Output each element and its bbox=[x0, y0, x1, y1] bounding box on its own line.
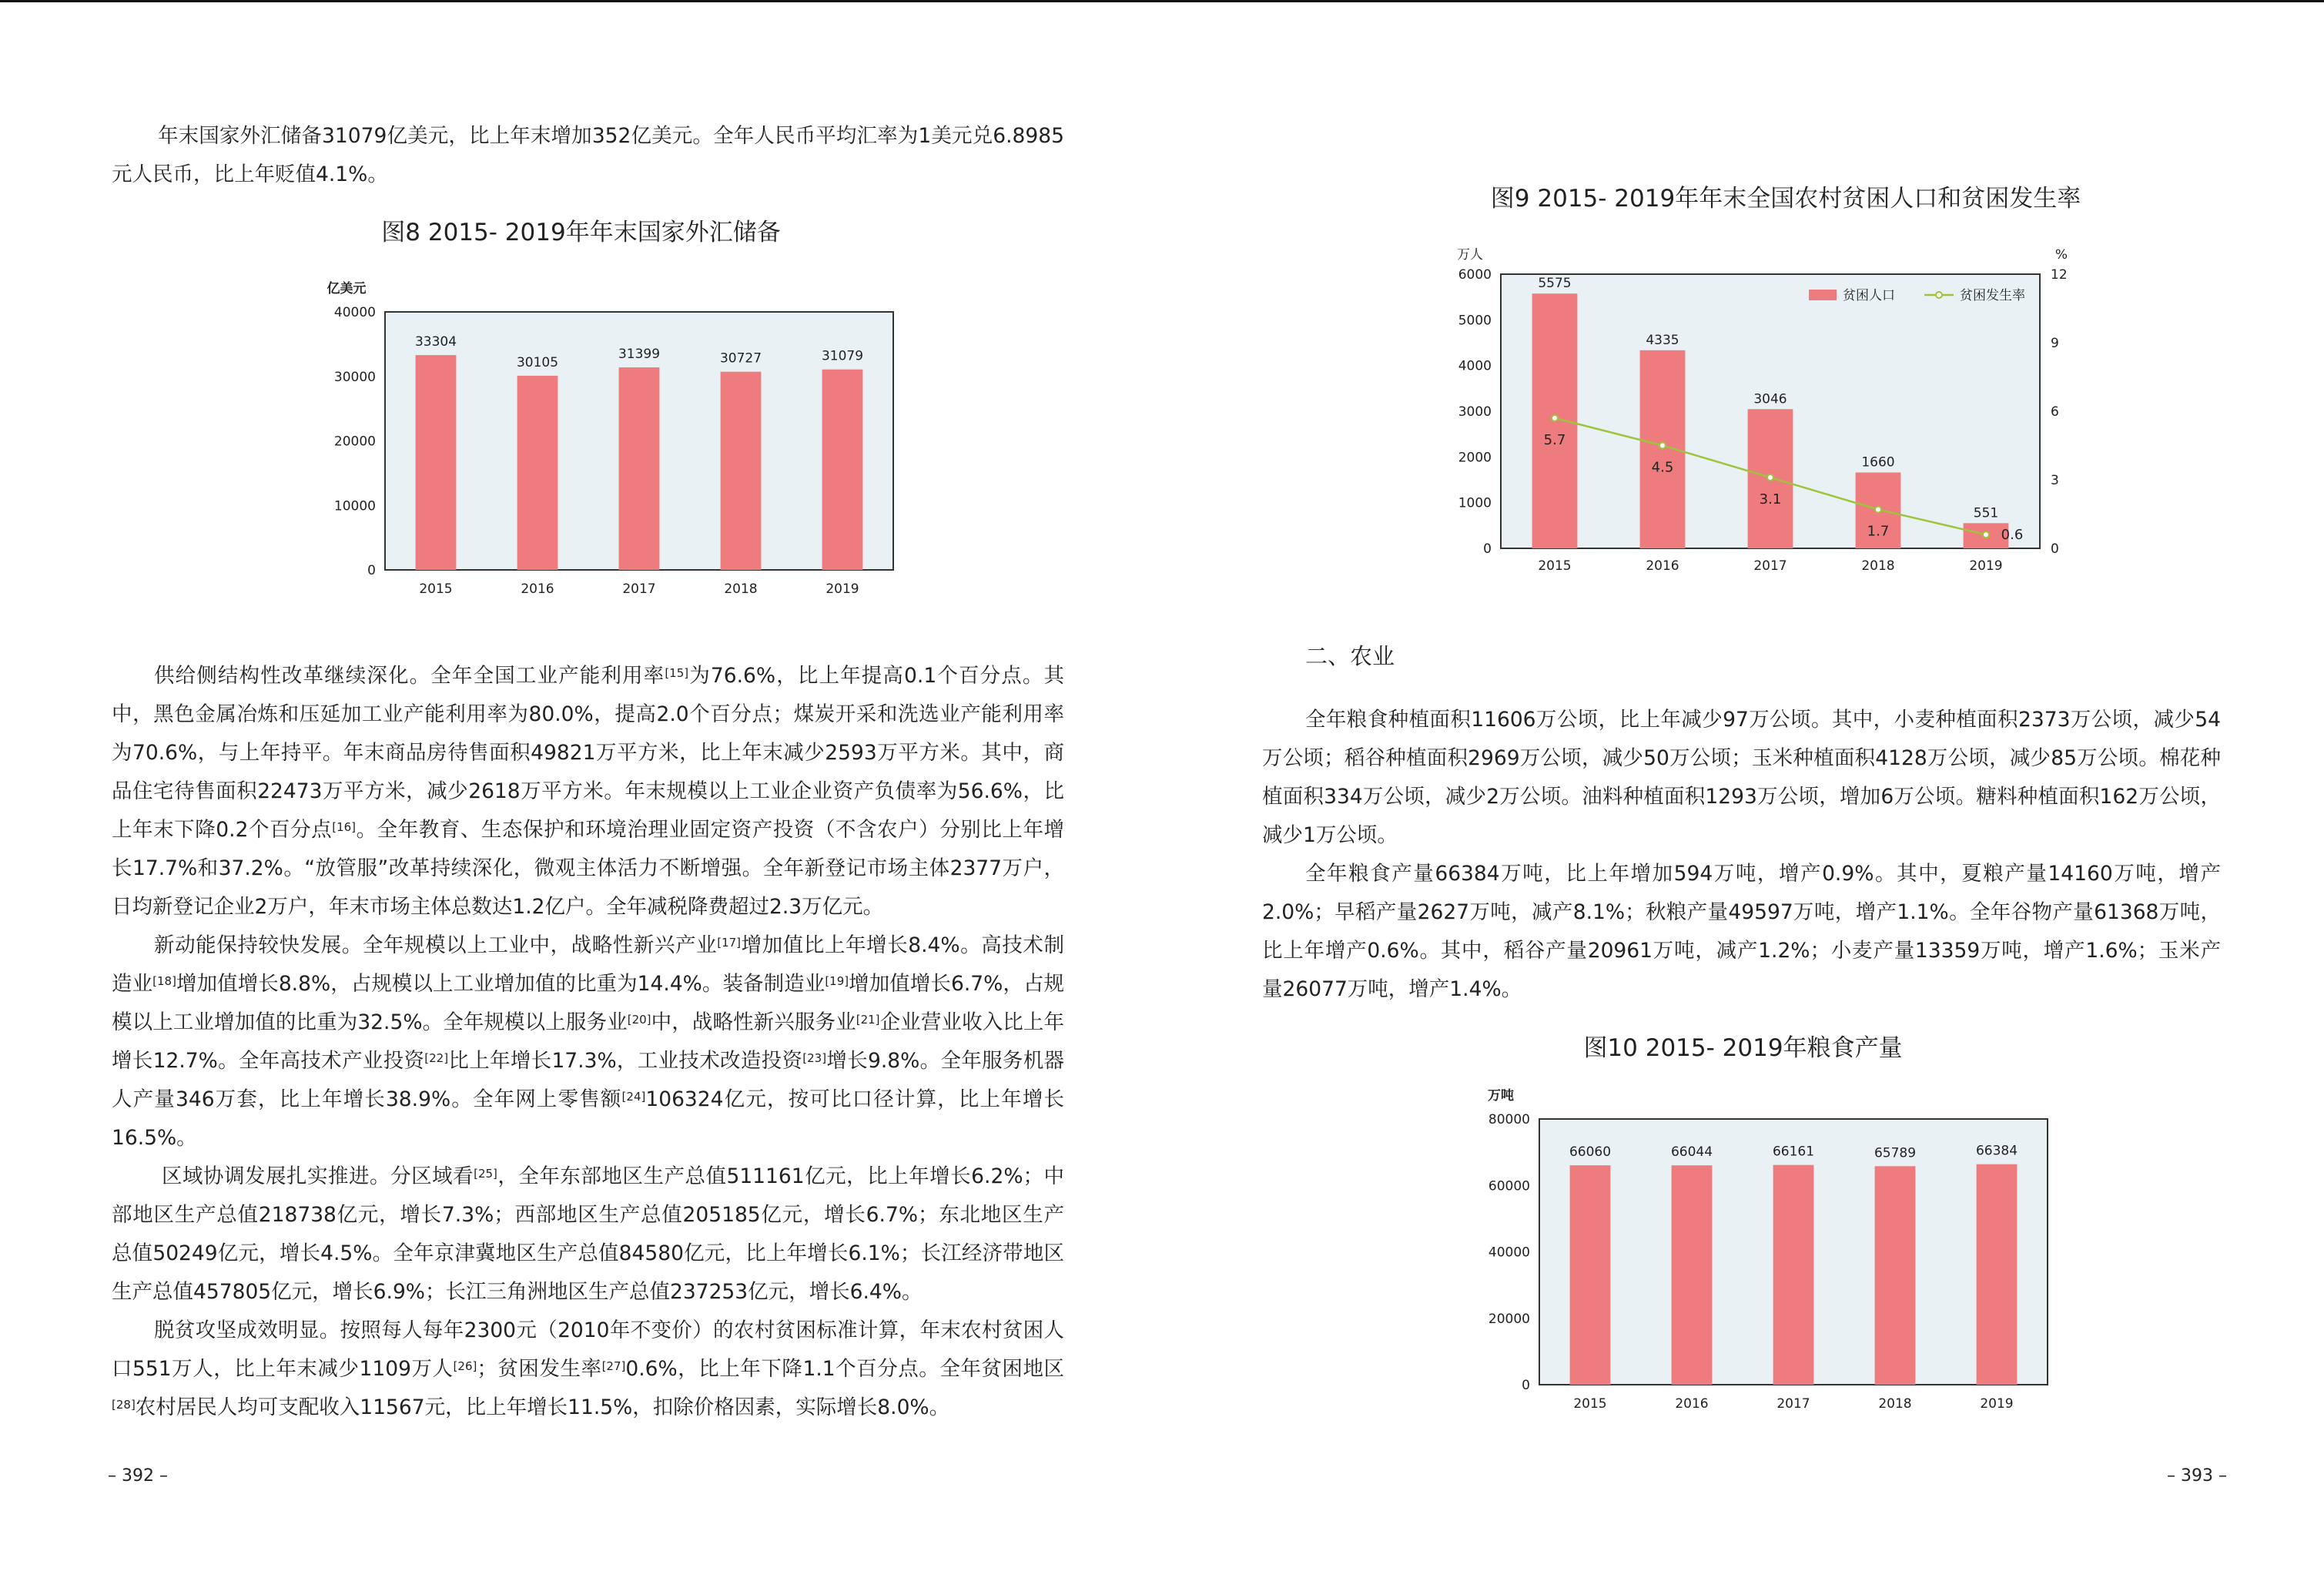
x-tick-label: 2017 bbox=[1753, 558, 1787, 574]
x-tick-label: 2017 bbox=[1776, 1396, 1810, 1412]
bar-value-label: 30105 bbox=[516, 354, 559, 370]
y-tick-label: 10000 bbox=[333, 498, 376, 514]
rate-value-label: 1.7 bbox=[1867, 523, 1890, 540]
y-left-tick-label: 4000 bbox=[1458, 358, 1492, 374]
paragraph-sown-area: 全年粮食种植面积11606万公顷，比上年减少97万公顷。其中，小麦种植面积2373万公顷，减少54万公顷；稻谷种植面积2969万公顷，减少50万公顷；玉米种植面积4128万公顷，减少85万公顷。棉花种植面积334万公顷，减少2万公顷。油料种植面积1293万公顷，增加6万公顷。糖料种植面积162万公顷，减少1万公顷。 bbox=[1262, 708, 2221, 847]
bar bbox=[1977, 1164, 2018, 1385]
bar-value-label: 551 bbox=[1973, 505, 1999, 521]
paragraph-grain-output: 全年粮食产量66384万吨，比上年增加594万吨，增产0.9%。其中，夏粮产量14160万吨，增产2.0%；早稻产量2627万吨，减产8.1%；秋粮产量49597万吨，增产1.1%。全年谷物产量61368万吨，比上年增产0.6%。其中，稻谷产量20961万吨，减产1.2%；小麦产量13359万吨，增产1.6%；玉米产量26077万吨，增产1.4%。 bbox=[1262, 862, 2221, 1001]
paragraph-forex-reserves: 年末国家外汇储备31079亿美元，比上年末增加352亿美元。全年人民币平均汇率为1美元兑6.8985元人民币，比上年贬值4.1%。 bbox=[112, 124, 1064, 186]
bar-value-label: 66161 bbox=[1772, 1144, 1815, 1160]
figure-9-title: 图9 2015- 2019年年末全国农村贫困人口和贫困发生率 bbox=[1490, 185, 2081, 213]
bar-value-label: 33304 bbox=[414, 334, 457, 350]
y-tick-label: 20000 bbox=[1488, 1311, 1530, 1327]
legend-swatch-bar bbox=[1809, 290, 1837, 300]
chart-grain-output bbox=[1439, 1084, 2055, 1415]
bar bbox=[517, 376, 558, 570]
page-393 bbox=[1162, 0, 2324, 1588]
legend-swatch-marker bbox=[1936, 292, 1942, 298]
rate-value-label: 3.1 bbox=[1759, 491, 1782, 508]
y-right-tick-label: 0 bbox=[2051, 541, 2059, 557]
paragraph-supply-side-reform: 供给侧结构性改革继续深化。全年全国工业产能利用率[15]为76.6%，比上年提高0.1个百分点。其中，黑色金属冶炼和压延加工业产能利用率为80.0%，提高2.0个百分点；煤炭开采和洗选业产能利用率为70.6%，与上年持平。年末商品房待售面积49821万平方米，比上年末减少2593万平方米。其中，商品住宅待售面积22473万平方米，减少2618万平方米。年末规模以上工业企业资产负债率为56.6%，比上年末下降0.2个百分点[16]。全年教育、生态保护和环境治理业固定资产投资（不含农户）分别比上年增长17.7%和37.2%。“放管服”改革持续深化，微观主体活力不断增强。全年新登记市场主体2377万户，日均新登记企业2万户，年末市场主体总数达1.2亿户。全年减税降费超过2.3万亿元。 bbox=[112, 664, 1065, 919]
y-left-tick-label: 2000 bbox=[1458, 450, 1492, 466]
y-tick-label: 20000 bbox=[333, 434, 376, 450]
y-axis-left-unit-label: 万人 bbox=[1457, 247, 1483, 263]
bar-value-label: 30727 bbox=[719, 350, 762, 367]
x-tick-label: 2016 bbox=[1646, 558, 1679, 574]
bar-value-label: 65789 bbox=[1874, 1145, 1917, 1161]
bar bbox=[1570, 1165, 1611, 1385]
x-tick-label: 2016 bbox=[1675, 1396, 1709, 1412]
y-tick-label: 30000 bbox=[333, 369, 376, 385]
x-tick-label: 2018 bbox=[724, 581, 758, 597]
bar-value-label: 3046 bbox=[1753, 391, 1787, 407]
figure-10-title: 图10 2015- 2019年粮食产量 bbox=[1583, 1034, 1903, 1062]
rate-value-label: 4.5 bbox=[1651, 459, 1674, 476]
rate-point bbox=[1875, 507, 1881, 513]
x-tick-label: 2019 bbox=[1969, 558, 2003, 574]
y-axis-unit-label: 亿美元 bbox=[326, 281, 367, 296]
y-left-tick-label: 0 bbox=[1483, 541, 1492, 557]
bar-value-label: 4335 bbox=[1646, 332, 1679, 348]
x-tick-label: 2019 bbox=[1980, 1396, 2014, 1412]
y-left-tick-label: 1000 bbox=[1458, 495, 1492, 511]
bar-value-label: 66044 bbox=[1670, 1144, 1713, 1161]
bar bbox=[1672, 1165, 1713, 1385]
x-tick-label: 2018 bbox=[1861, 558, 1895, 574]
paragraph-regional-development: 区域协调发展扎实推进。分区域看[25]，全年东部地区生产总值511161亿元，比上年增长6.2%；中部地区生产总值218738亿元，增长7.3%；西部地区生产总值205185亿元，增长6.7%；东北地区生产总值50249亿元，增长4.5%。全年京津冀地区生产总值84580亿元，比上年增长6.1%；长江经济带地区生产总值457805亿元，增长6.9%；长江三角洲地区生产总值237253亿元，增长6.4%。 bbox=[112, 1164, 1065, 1304]
bar bbox=[619, 367, 660, 570]
x-tick-label: 2015 bbox=[1573, 1396, 1607, 1412]
y-tick-label: 0 bbox=[367, 563, 376, 578]
x-tick-label: 2016 bbox=[521, 581, 554, 597]
bar bbox=[721, 372, 762, 570]
x-tick-label: 2015 bbox=[419, 581, 453, 597]
section-heading-agriculture: 二、农业 bbox=[1305, 643, 1395, 669]
rate-point bbox=[1659, 443, 1666, 449]
page-number-left: – 392 – bbox=[108, 1466, 168, 1486]
bar bbox=[1875, 1166, 1916, 1385]
chart-rural-poverty bbox=[1432, 242, 2125, 581]
legend-label-poverty-rate: 贫困发生率 bbox=[1960, 288, 2025, 303]
figure-8-title: 图8 2015- 2019年年末国家外汇储备 bbox=[381, 219, 781, 246]
y-left-tick-label: 6000 bbox=[1458, 267, 1492, 283]
x-tick-label: 2019 bbox=[825, 581, 859, 597]
bar-value-label: 66060 bbox=[1569, 1144, 1612, 1161]
y-tick-label: 0 bbox=[1522, 1378, 1530, 1393]
bar-value-label: 31399 bbox=[618, 347, 661, 363]
chart-forex-reserves bbox=[285, 277, 901, 608]
y-right-tick-label: 9 bbox=[2051, 336, 2059, 351]
y-tick-label: 40000 bbox=[1488, 1245, 1530, 1261]
rate-point bbox=[1552, 415, 1558, 421]
paragraph-new-drivers: 新动能保持较快发展。全年规模以上工业中，战略性新兴产业[17]增加值比上年增长8.4%。高技术制造业[18]增加值增长8.8%，占规模以上工业增加值的比重为14.4%。装备制造业[19]增加值增长6.7%，占规模以上工业增加值的比重为32.5%。全年规模以上服务业[20]中，战略性新兴服务业[21]企业营业收入比上年增长12.7%。全年高技术产业投资[22]比上年增长17.3%，工业技术改造投资[23]增长9.8%。全年服务机器人产量346万套，比上年增长38.9%。全年网上零售额[24]106324亿元，按可比口径计算，比上年增长16.5%。 bbox=[112, 933, 1065, 1150]
bar-value-label: 1660 bbox=[1861, 454, 1895, 471]
y-right-tick-label: 6 bbox=[2051, 404, 2059, 420]
rate-point bbox=[1983, 531, 1989, 538]
y-axis-unit-label: 万吨 bbox=[1488, 1088, 1514, 1104]
bar-value-label: 5575 bbox=[1538, 276, 1572, 292]
x-tick-label: 2018 bbox=[1878, 1396, 1912, 1412]
legend-label-poverty-population: 贫困人口 bbox=[1843, 288, 1895, 303]
y-axis-right-unit-label: % bbox=[2054, 247, 2068, 263]
paragraph-poverty-alleviation: 脱贫攻坚成效明显。按照每人每年2300元（2010年不变价）的农村贫困标准计算，年末农村贫困人口551万人，比上年末减少1109万人[26]；贫困发生率[27]0.6%，比上年下降1.1个百分点。全年贫困地区[28]农村居民人均可支配收入11567元，比上年增长11.5%，扣除价格因素，实际增长8.0%。 bbox=[112, 1318, 1065, 1419]
x-tick-label: 2015 bbox=[1538, 558, 1572, 574]
rate-point bbox=[1767, 474, 1773, 481]
page-number-right: – 393 – bbox=[2167, 1466, 2227, 1486]
bar bbox=[1773, 1165, 1814, 1385]
y-tick-label: 40000 bbox=[333, 305, 376, 320]
y-right-tick-label: 12 bbox=[2051, 267, 2068, 283]
y-right-tick-label: 3 bbox=[2051, 473, 2059, 488]
bar bbox=[822, 370, 863, 570]
bar-value-label: 66384 bbox=[1975, 1143, 2018, 1159]
bar bbox=[416, 355, 457, 570]
y-left-tick-label: 3000 bbox=[1458, 404, 1492, 420]
y-tick-label: 60000 bbox=[1488, 1178, 1530, 1194]
y-tick-label: 80000 bbox=[1488, 1112, 1530, 1127]
y-left-tick-label: 5000 bbox=[1458, 313, 1492, 329]
rate-value-label: 0.6 bbox=[2001, 527, 2024, 544]
bar-value-label: 31079 bbox=[821, 348, 864, 364]
rate-value-label: 5.7 bbox=[1543, 431, 1566, 448]
x-tick-label: 2017 bbox=[622, 581, 656, 597]
